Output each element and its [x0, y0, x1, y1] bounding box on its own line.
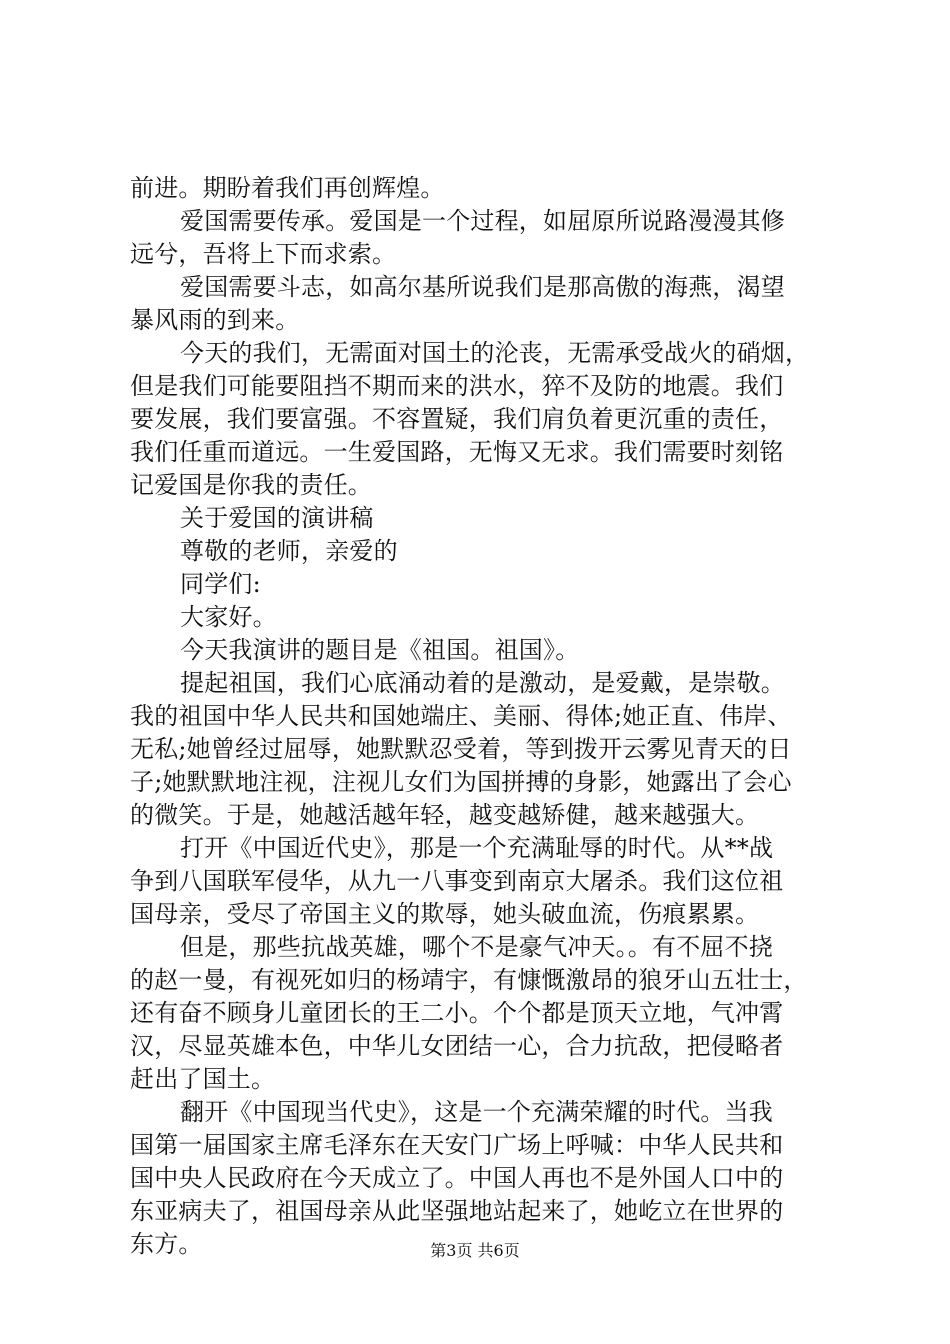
text-line: 远兮，吾将上下而求索。 — [130, 240, 397, 268]
text-line: 同学们: — [180, 570, 261, 598]
text-line: 我的祖国中华人民共和国她端庄、美丽、得体;她正直、伟岸、 — [130, 702, 792, 730]
text-line: 爱国需要斗志，如高尔基所说我们是那高傲的海燕，渴望 — [180, 273, 785, 301]
text-line: 国中央人民政府在今天成立了。中国人再也不是外国人口中的 — [130, 1164, 784, 1192]
text-line: 暴风雨的到来。 — [130, 306, 300, 334]
page-footer: 第3页 共6页 — [430, 1241, 520, 1260]
text-line: 的微笑。于是，她越活越年轻，越变越矫健，越来越强大。 — [130, 801, 760, 829]
text-line: 前进。期盼着我们再创辉煌。 — [130, 174, 445, 202]
text-line: 但是我们可能要阻挡不期而来的洪水，猝不及防的地震。我们 — [130, 372, 784, 400]
text-line: 无私;她曾经过屈辱，她默默忍受着，等到拨开云雾见青天的日 — [130, 735, 792, 763]
text-line: 记爱国是你我的责任。 — [130, 471, 372, 499]
text-line: 国母亲，受尽了帝国主义的欺辱，她头破血流，伤痕累累。 — [130, 900, 760, 928]
text-line: 争到八国联军侵华，从九一八事变到南京大屠杀。我们这位祖 — [130, 867, 784, 895]
text-line: 我们任重而道远。一生爱国路，无悔又无求。我们需要时刻铭 — [130, 438, 784, 466]
text-line: 但是，那些抗战英雄，哪个不是豪气冲天。。有不屈不挠 — [180, 933, 773, 961]
text-line: 子;她默默地注视，注视儿女们为国拼搏的身影，她露出了会心 — [130, 768, 792, 796]
text-line: 国第一届国家主席毛泽东在天安门广场上呼喊：中华人民共和 — [130, 1131, 784, 1159]
text-line: 东亚病夫了，祖国母亲从此坚强地站起来了，她屹立在世界的 — [130, 1197, 784, 1225]
text-line: 爱国需要传承。爱国是一个过程，如屈原所说路漫漫其修 — [180, 207, 785, 235]
text-line: 翻开《中国现当代史》，这是一个充满荣耀的时代。当我 — [180, 1098, 773, 1126]
text-line: 提起祖国，我们心底涌动着的是激动，是爱戴，是崇敬。 — [180, 669, 785, 697]
text-line: 尊敬的老师，亲爱的 — [180, 537, 398, 565]
text-line: 今天的我们，无需面对国土的沦丧，无需承受战火的硝烟， — [180, 339, 810, 367]
text-line: 打开《中国近代史》，那是一个充满耻辱的时代。从**战 — [180, 834, 774, 862]
text-line: 关于爱国的演讲稿 — [180, 504, 374, 532]
text-line: 大家好。 — [180, 603, 277, 631]
text-line: 的赵一曼，有视死如归的杨靖宇，有慷慨激昂的狼牙山五壮士， — [130, 966, 808, 994]
text-line: 汉，尽显英雄本色，中华儿女团结一心，合力抗敌，把侵略者 — [130, 1032, 784, 1060]
text-line: 今天我演讲的题目是《祖国。祖国》。 — [180, 636, 580, 664]
text-line: 赶出了国土。 — [130, 1065, 276, 1093]
text-line: 要发展，我们要富强。不容置疑，我们肩负着更沉重的责任， — [130, 405, 784, 433]
document-body — [130, 172, 835, 1261]
text-line: 还有奋不顾身儿童团长的王二小。个个都是顶天立地，气冲霄 — [130, 999, 784, 1027]
text-line: 东方。 — [130, 1230, 203, 1258]
